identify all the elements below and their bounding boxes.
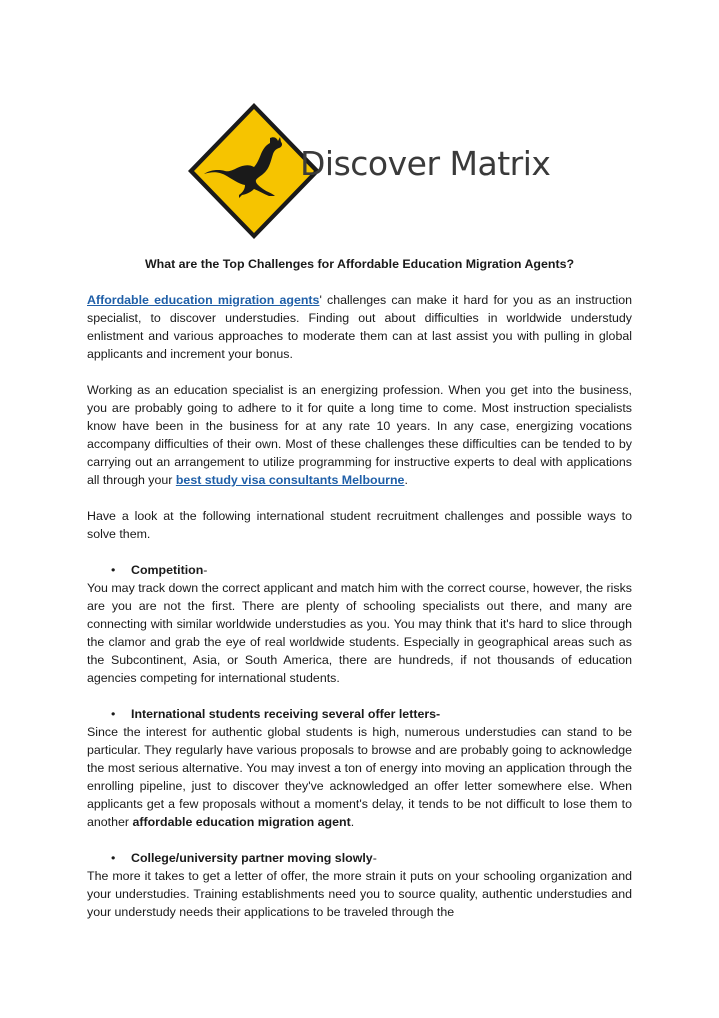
section-heading-college-partner — [87, 849, 632, 867]
section-heading-text: International students receiving several offer letters- — [131, 707, 441, 721]
visa-consultants-link[interactable]: best study visa consultants Melbourne — [175, 473, 405, 487]
paragraph-profession-text: Working as an education specialist is an energizing profession. When you get into the business, you are probably going to adhere to it for quite a long time to come. Most instruction specialists know have been in the business for at any rate 10 years. In any case, energizing vocations accompany difficulties of their own. Most of these challenges these difficulties can be tended to by carrying out an arrangement to utilize programming for instructive experts to deal with applications all through your — [87, 383, 632, 487]
section-body-bold: affordable education migration agent — [132, 815, 351, 829]
discover-matrix-logo — [186, 100, 551, 242]
article — [87, 255, 632, 921]
section-body-text: Since the interest for authentic global students is high, numerous understudies can stand to be particular. They regularly have various proposals to browse and are probably going to acknowledge the most serious alternative. You may invest a ton of energy into moving an application through the enrolling pipeline, just to discover they've acknowledged an offer letter somewhere else. When applicants get a few proposals without a moment's delay, it tends to be not difficult to lose them to another — [87, 725, 632, 829]
paragraph-intro-text: ' challenges can make it hard for you as an instruction specialist, to discover understudies. Finding out about difficulties in worldwide understudy enlistment and various approaches to moderate them can at last assist you with pulling in global applicants and increment your bonus. — [87, 293, 632, 361]
section-heading-suffix: - — [372, 851, 377, 865]
affordable-agents-link[interactable]: Affordable education migration agents — [87, 293, 320, 307]
paragraph-profession-end: . — [404, 473, 408, 487]
bullet-dot: • — [111, 707, 116, 721]
section-heading-competition — [87, 561, 632, 579]
paragraph-intro — [87, 291, 632, 363]
page-title: What are the Top Challenges for Affordable Education Migration Agents? — [144, 257, 575, 271]
section-heading-text: Competition — [131, 563, 204, 577]
section-body-college-partner: The more it takes to get a letter of offer, the more strain it puts on your schooling organization and your understudies. Training establishments need you to source quality, authentic understudies and your understudy needs their applications to be traveled through the — [87, 869, 632, 919]
section-body-offer-letters — [87, 723, 632, 831]
paragraph-profession — [87, 381, 632, 489]
bullet-dot: • — [111, 851, 116, 865]
section-heading-text: College/university partner moving slowly — [131, 851, 373, 865]
section-body-end: . — [350, 815, 355, 829]
section-heading-suffix: - — [203, 563, 208, 577]
brand-name: Discover Matrix — [300, 144, 551, 183]
section-heading-offer-letters — [87, 705, 632, 723]
section-body-competition: You may track down the correct applicant and match him with the correct course, however, the risks are you are not the first. There are plenty of schooling specialists out there, and many are connecting with similar worldwide understudies as you. You may think that it's hard to slice through the clamor and grab the eye of real worldwide students. Especially in geographical areas such as the Subcontinent, Asia, or South America, there are hundreds, if not thousands of education agencies competing for international students. — [87, 581, 632, 685]
paragraph-lookahead: Have a look at the following international student recruitment challenges and possible ways to solve them. — [87, 509, 632, 541]
bullet-dot: • — [111, 563, 116, 577]
